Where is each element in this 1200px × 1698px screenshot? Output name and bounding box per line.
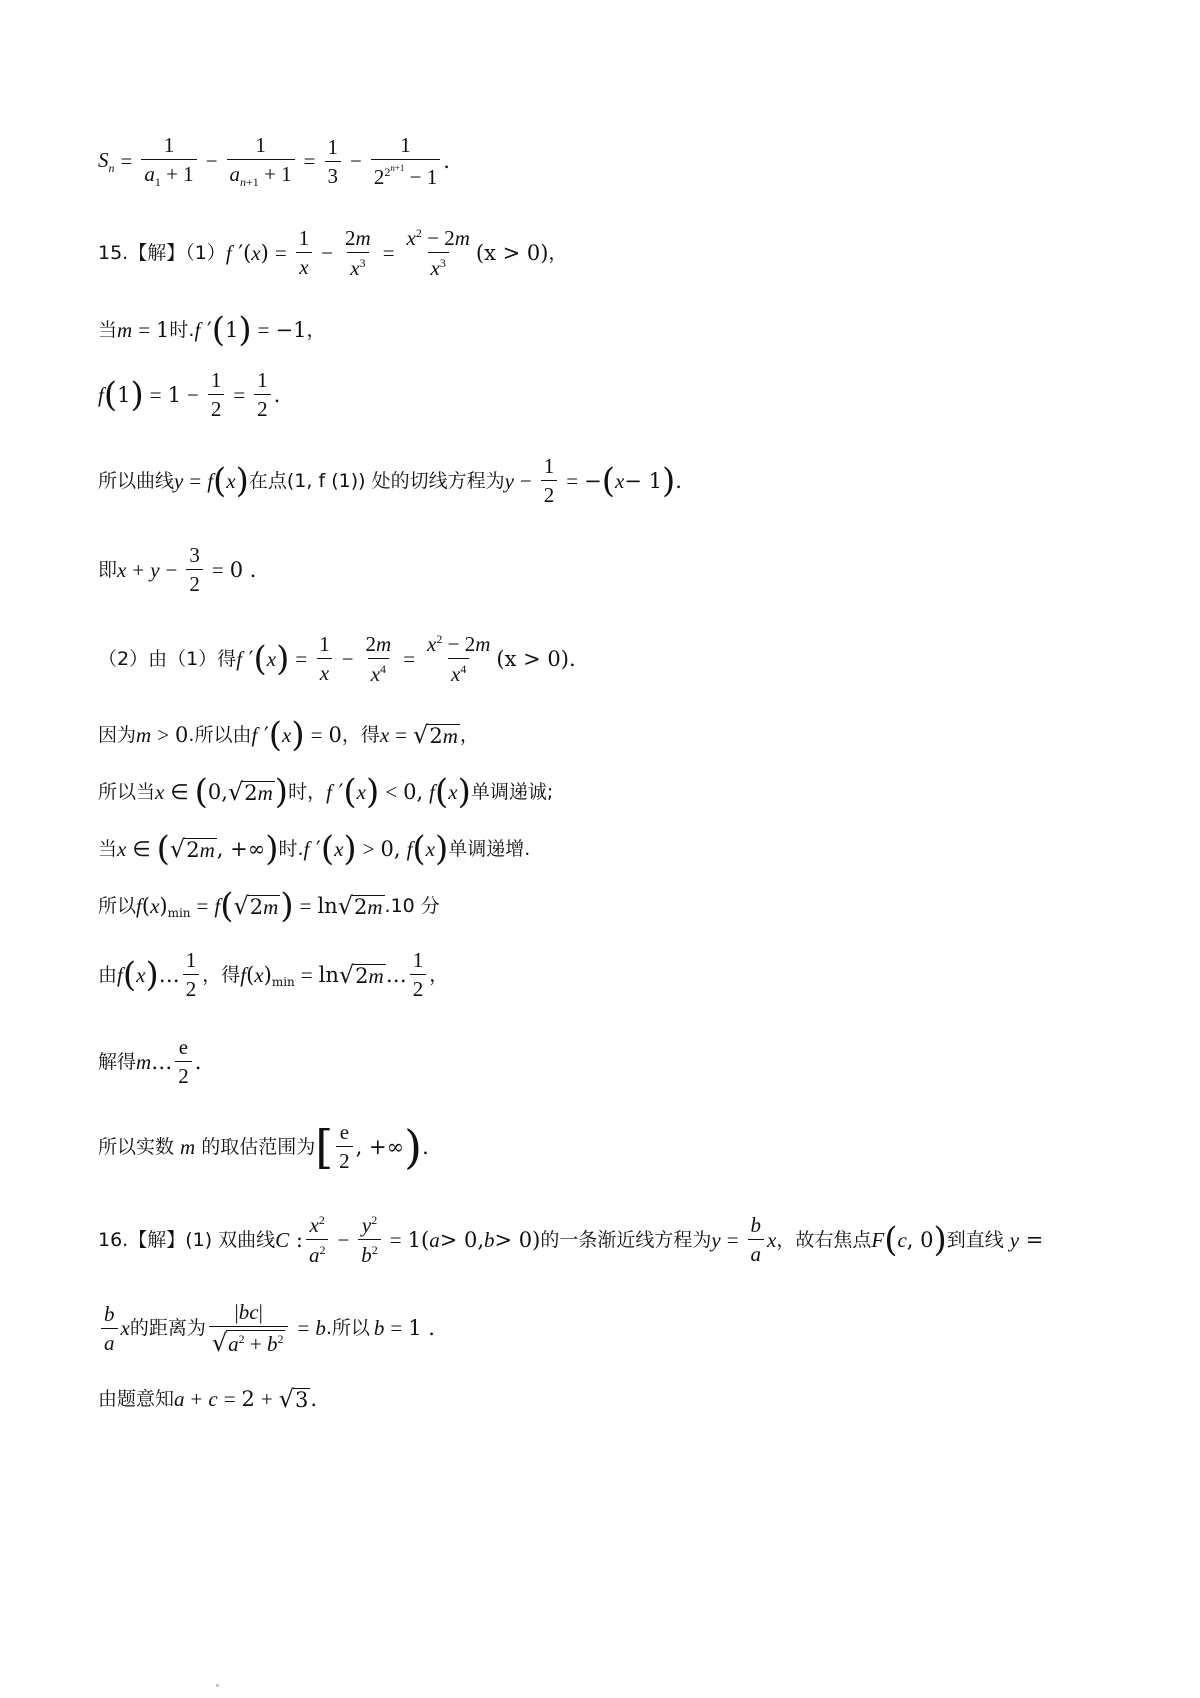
part-2-derivative: （2）由（1）得 f ′ ( x ) = $\frac{1}{x}$ − $\frac{2m}{x^4}$ = $\frac{x^2 - 2m}{x^4}$ (x > 0) . [98, 631, 576, 686]
range-of-m: 所以实数 m 的取估范围为 [ $\frac{e}{2}$ , +∞ ) . [98, 1120, 429, 1174]
tangent-line-simplified: 即 x + y − $\frac{3}{2}$ = 0 . [98, 543, 257, 596]
decreasing-interval: 所以当 x ∈ ( 0, √ 2m ) 时， f ′ ( x ) < 0, f ( x ) 单调递诚; [98, 772, 554, 812]
distance-formula: $\frac{b}{a}$ x 的距离为 $\frac{|bc|}{√a^2 + b^2}$ = b .所以 b = 1 . [98, 1302, 435, 1355]
problem-16-label: 16.【解】(1) 双曲线 [98, 1228, 276, 1251]
case-m-equals-1: 当 m = 1 时. f ′ ( 1 ) = −1 ， [98, 310, 326, 350]
minimum-value: 所以 f ( x ) $_{min}$ = f ( √ 2m ) = ln √ 2m .10 分 [98, 886, 440, 926]
solve-m: 解得 m … $\frac{e}{2}$ . [98, 1035, 202, 1088]
increasing-interval: 当 x ∈ ( √ 2m , +∞ ) 时. f ′ ( x ) > 0, f ( x ) 单调递增. [98, 829, 531, 869]
sum-formula-line: $S_n$ = $\frac{1}{a_1 + 1}$ − $\frac{1}{a_{n+1} + 1}$ = $\frac{1}{3}$ − $\frac{1}{2^{2^{n+1}} - 1}$ . [98, 133, 450, 190]
problem-15-derivative: 15.【解】（1） f ′( x ) = $\frac{1}{x}$ − $\frac{2m}{x^3}$ = $\frac{x^2 - 2m}{x^3}$ (x > 0) ， [98, 225, 568, 280]
inequality-condition: 由 f ( x ) … $\frac{1}{2}$ ，得 f ( x ) $_{min}$ = ln √ 2m … $\frac{1}{2}$ ， [98, 948, 449, 1001]
page-mark [216, 1684, 219, 1687]
given-condition: 由题意知 a + c = 2 + √ 3 . [98, 1385, 318, 1413]
critical-point: 因为 m > 0 .所以由 f ′ ( x ) = 0 ，得 x = √ 2m ， [98, 715, 479, 755]
problem-15-label: 15.【解】（1） [98, 241, 226, 264]
tangent-line-equation: 所以曲线 y = f ( x ) 在点(1, f (1)) 处的切线方程为 y − $\frac{1}{2}$ = − ( x − 1 ) . [98, 454, 682, 507]
f-of-1-value: f ( 1 ) = 1 − $\frac{1}{2}$ = $\frac{1}{2}$ . [98, 368, 281, 421]
problem-16-hyperbola: 16.【解】(1) 双曲线 C : $\frac{x^2}{a^2}$ − $\frac{y^2}{b^2}$ = 1( a > 0, b > 0) 的一条渐近线方程为 y = $\frac{b}{a}$ x ，故右焦点 F ( c , 0 ) 到直线 y = [98, 1213, 1044, 1267]
